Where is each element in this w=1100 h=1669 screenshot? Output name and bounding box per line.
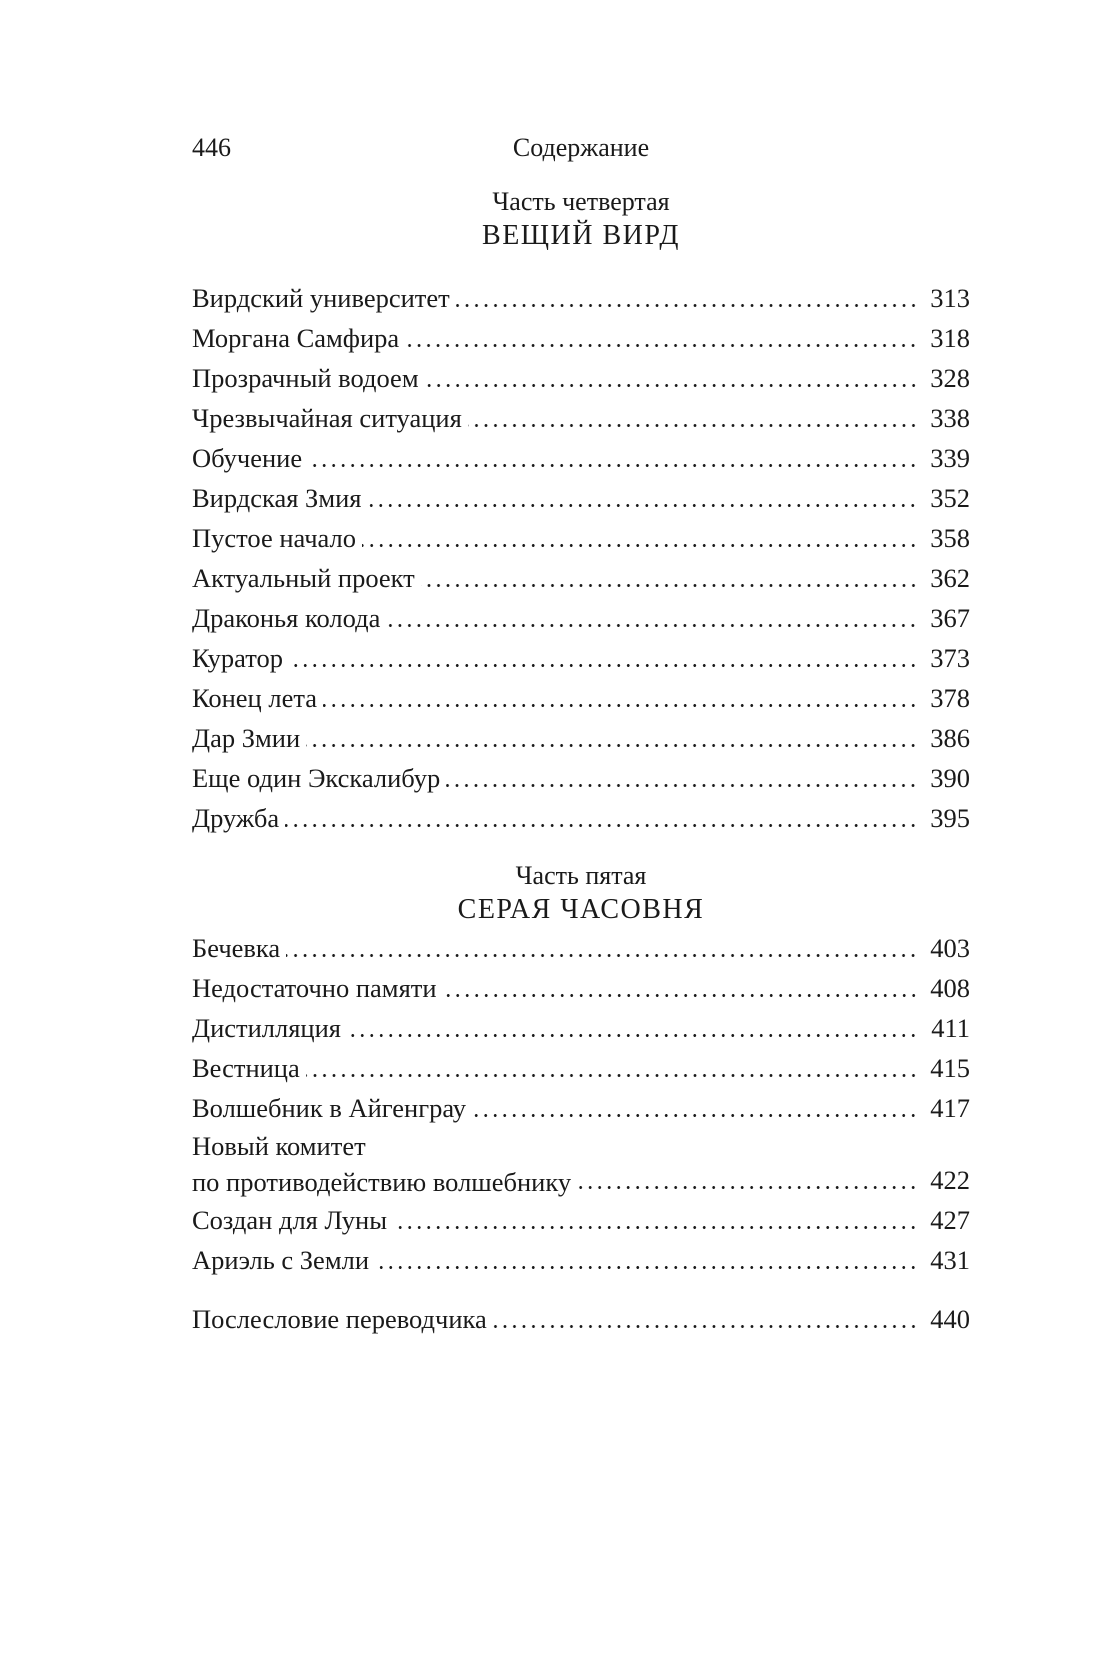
dot-leader	[323, 704, 918, 707]
part-title: ВЕЩИЙ ВИРД	[482, 220, 680, 251]
toc-entry	[192, 278, 970, 318]
toc-entry-title: Ариэль с Земли	[192, 1245, 369, 1275]
part-title: СЕРАЯ ЧАСОВНЯ	[457, 894, 705, 925]
part-label: Часть пятая	[515, 861, 647, 890]
toc-entry-title-line: Новый комитет	[192, 1131, 366, 1161]
part-label: Часть четвертая	[492, 187, 670, 216]
dot-leader	[347, 1034, 918, 1037]
toc-entry	[192, 1200, 970, 1240]
toc-entry-page: 395	[930, 803, 970, 833]
toc-entry	[192, 398, 970, 438]
toc-entry	[192, 678, 970, 718]
toc-entry-page: 367	[930, 603, 970, 633]
toc-entry-title: Дистилляция	[192, 1013, 341, 1043]
toc-entry	[192, 438, 970, 478]
toc-entry	[192, 358, 970, 398]
toc-entry-page: 378	[930, 683, 970, 713]
toc-entry-title: Бечевка	[192, 933, 281, 963]
toc-entry-title: Создан для Луны	[192, 1205, 388, 1235]
toc-entry-title: Чрезвычайная ситуация	[192, 403, 462, 433]
toc-entry-page: 411	[931, 1013, 970, 1043]
dot-leader	[405, 344, 918, 347]
toc-entry-title: Куратор	[192, 643, 283, 673]
dot-leader	[306, 744, 918, 747]
toc-entry-page: 362	[930, 563, 970, 593]
toc-entry-page: 408	[930, 973, 970, 1003]
toc-entry	[192, 798, 970, 838]
toc-entry-page: 339	[930, 443, 970, 473]
toc-entry-title	[192, 1128, 577, 1200]
toc-entry-title: Моргана Самфира	[192, 323, 400, 353]
dot-leader	[286, 954, 918, 957]
dot-leader	[577, 1186, 918, 1189]
toc-entry-page: 318	[930, 323, 970, 353]
running-title: Содержание	[512, 133, 650, 162]
toc-entry-title: Еще один Экскалибур	[192, 763, 441, 793]
dot-leader	[386, 624, 918, 627]
toc-entry	[192, 558, 970, 598]
toc-entry-page: 386	[930, 723, 970, 753]
toc-list-part-four	[192, 278, 970, 838]
dot-leader	[367, 504, 918, 507]
dot-leader	[362, 544, 918, 547]
toc-entry-afterword	[192, 1299, 970, 1339]
dot-leader	[493, 1325, 918, 1328]
toc-entry-title: Пустое начало	[192, 523, 357, 553]
toc-entry-page: 352	[930, 483, 970, 513]
dot-leader	[443, 994, 918, 997]
toc-entry	[192, 928, 970, 968]
toc-entry-title: Вестница	[192, 1053, 300, 1083]
toc-entry-title: Вирдская Змия	[192, 483, 362, 513]
toc-entry-title: Драконья колода	[192, 603, 381, 633]
toc-entry-title: Волшебник в Айгенграу	[192, 1093, 467, 1123]
dot-leader	[308, 464, 918, 467]
toc-entry	[192, 1240, 970, 1280]
dot-leader	[456, 304, 918, 307]
toc-entry-title: Дружба	[192, 803, 280, 833]
toc-entry-title: Прозрачный водоем	[192, 363, 419, 393]
toc-entry	[192, 318, 970, 358]
toc-entry-title-line: по противодействию волшебнику	[192, 1167, 572, 1197]
toc-entry	[192, 638, 970, 678]
toc-entry-page: 440	[930, 1304, 970, 1334]
toc-entry-page: 373	[930, 643, 970, 673]
toc-entry	[192, 598, 970, 638]
toc-entry-title: Дар Змии	[192, 723, 301, 753]
toc-list-part-five	[192, 928, 970, 1280]
dot-leader	[285, 824, 918, 827]
toc-entry-page: 313	[930, 283, 970, 313]
toc-entry	[192, 718, 970, 758]
running-head	[192, 128, 970, 168]
toc-entry-page: 390	[930, 763, 970, 793]
page-number: 446	[192, 133, 231, 162]
toc-entry-page: 358	[930, 523, 970, 553]
toc-entry	[192, 1008, 970, 1048]
dot-leader	[421, 584, 918, 587]
toc-entry-title: Обучение	[192, 443, 303, 473]
dot-leader	[472, 1114, 918, 1117]
dot-leader	[393, 1226, 918, 1229]
dot-leader	[375, 1266, 918, 1269]
toc-entry-title: Послесловие переводчика	[192, 1304, 487, 1334]
toc-entry-title: Конец лета	[192, 683, 318, 713]
toc-entry	[192, 478, 970, 518]
toc-entry-page: 417	[930, 1093, 970, 1123]
toc-entry-page: 427	[930, 1205, 970, 1235]
part-five-heading	[192, 860, 970, 928]
toc-entry-page: 415	[930, 1053, 970, 1083]
toc-entry	[192, 968, 970, 1008]
toc-entry	[192, 1128, 970, 1200]
toc-entry-title: Актуальный проект	[192, 563, 415, 593]
dot-leader	[306, 1074, 918, 1077]
toc-entry	[192, 758, 970, 798]
toc-entry	[192, 1048, 970, 1088]
dot-leader	[289, 664, 918, 667]
toc-list-afterword	[192, 1299, 970, 1339]
toc-entry-page: 338	[930, 403, 970, 433]
toc-entry-page: 403	[930, 933, 970, 963]
toc-entry-page: 328	[930, 363, 970, 393]
dot-leader	[425, 384, 918, 387]
toc-entry-title: Недостаточно памяти	[192, 973, 437, 1003]
toc-entry	[192, 1088, 970, 1128]
toc-entry-page: 431	[930, 1245, 970, 1275]
toc-entry	[192, 518, 970, 558]
dot-leader	[468, 424, 918, 427]
dot-leader	[446, 784, 918, 787]
part-four-heading	[192, 186, 970, 254]
toc-entry-title: Вирдский университет	[192, 283, 450, 313]
toc-entry-page: 422	[930, 1165, 970, 1195]
